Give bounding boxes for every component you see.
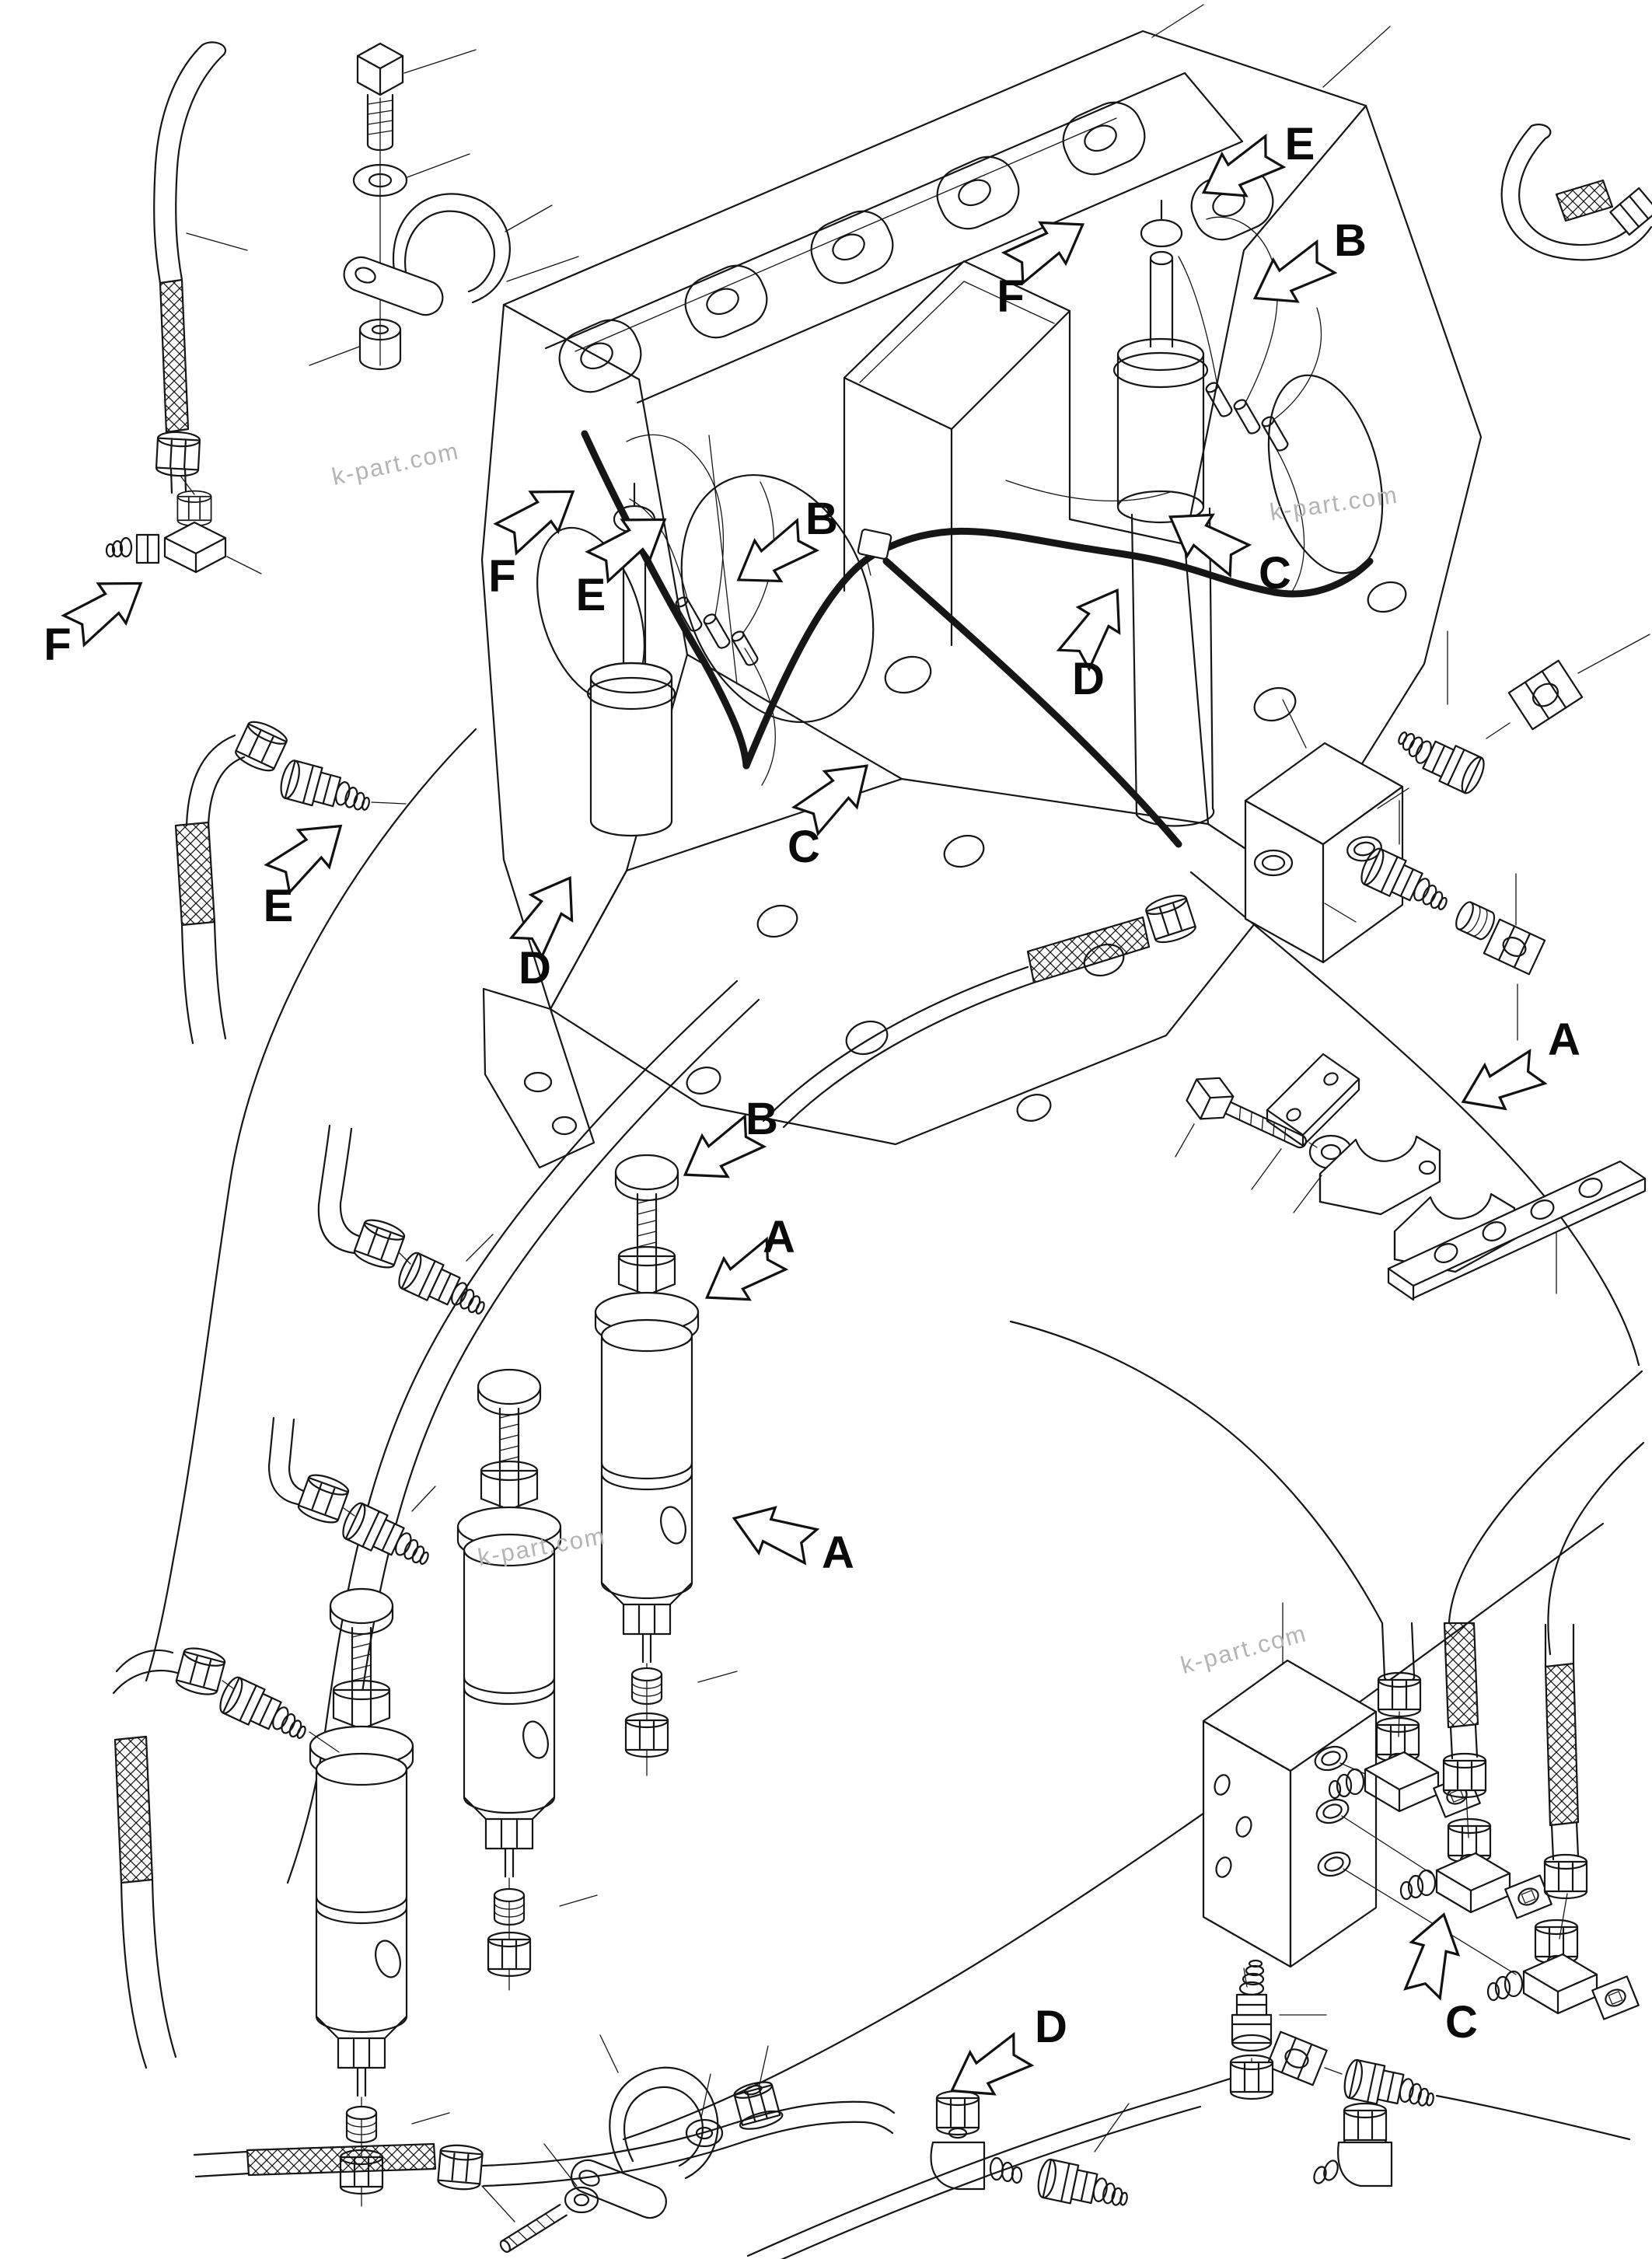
callout-letter-a-14: A [763,1212,795,1262]
callout-letter-e-4: E [575,570,606,620]
cable-tie [857,529,892,559]
watermark: k-part.com [329,437,462,491]
topleft-bolt-clamp [309,44,578,369]
callout-letter-f-2: F [997,271,1025,322]
callout-letter-d-17: D [1035,2002,1067,2052]
callout-letter-e-0: E [1284,119,1315,169]
callout-letter-b-5: B [805,494,838,544]
callout-letter-c-6: C [1259,548,1291,599]
watermark: k-part.com [1268,480,1400,526]
callout-letter-b-13: B [746,1094,778,1144]
bottom-hoses-D [194,2032,1629,2259]
callout-letter-f-8: F [44,620,72,670]
watermark: k-part.com [475,1521,608,1572]
junction-block [1245,631,1650,1040]
clamp-assembly-A [1175,1054,1645,1300]
left-elbow-pairs [114,1126,493,2068]
callout-letter-e-9: E [263,881,294,931]
topleft-hose [154,42,247,493]
manifold-valves [1203,1603,1639,2186]
callout-letter-a-12: A [1548,1014,1580,1065]
callout-letter-f-3: F [488,551,516,602]
bottom-clamp [482,2035,784,2254]
left-tee-fitting [107,476,261,574]
callout-letter-d-11: D [519,943,551,993]
callout-letter-b-1: B [1334,215,1367,266]
callout-letter-d-7: D [1072,654,1105,704]
heavy-hoses [585,434,1370,844]
callout-letter-c-10: C [788,822,820,872]
top-right-hose [1502,124,1652,260]
grease-cylinders [310,1155,737,2206]
watermark: k-part.com [1177,1619,1310,1679]
callout-letter-a-15: A [822,1528,854,1578]
callout-letter-c-16: C [1445,1997,1478,2048]
